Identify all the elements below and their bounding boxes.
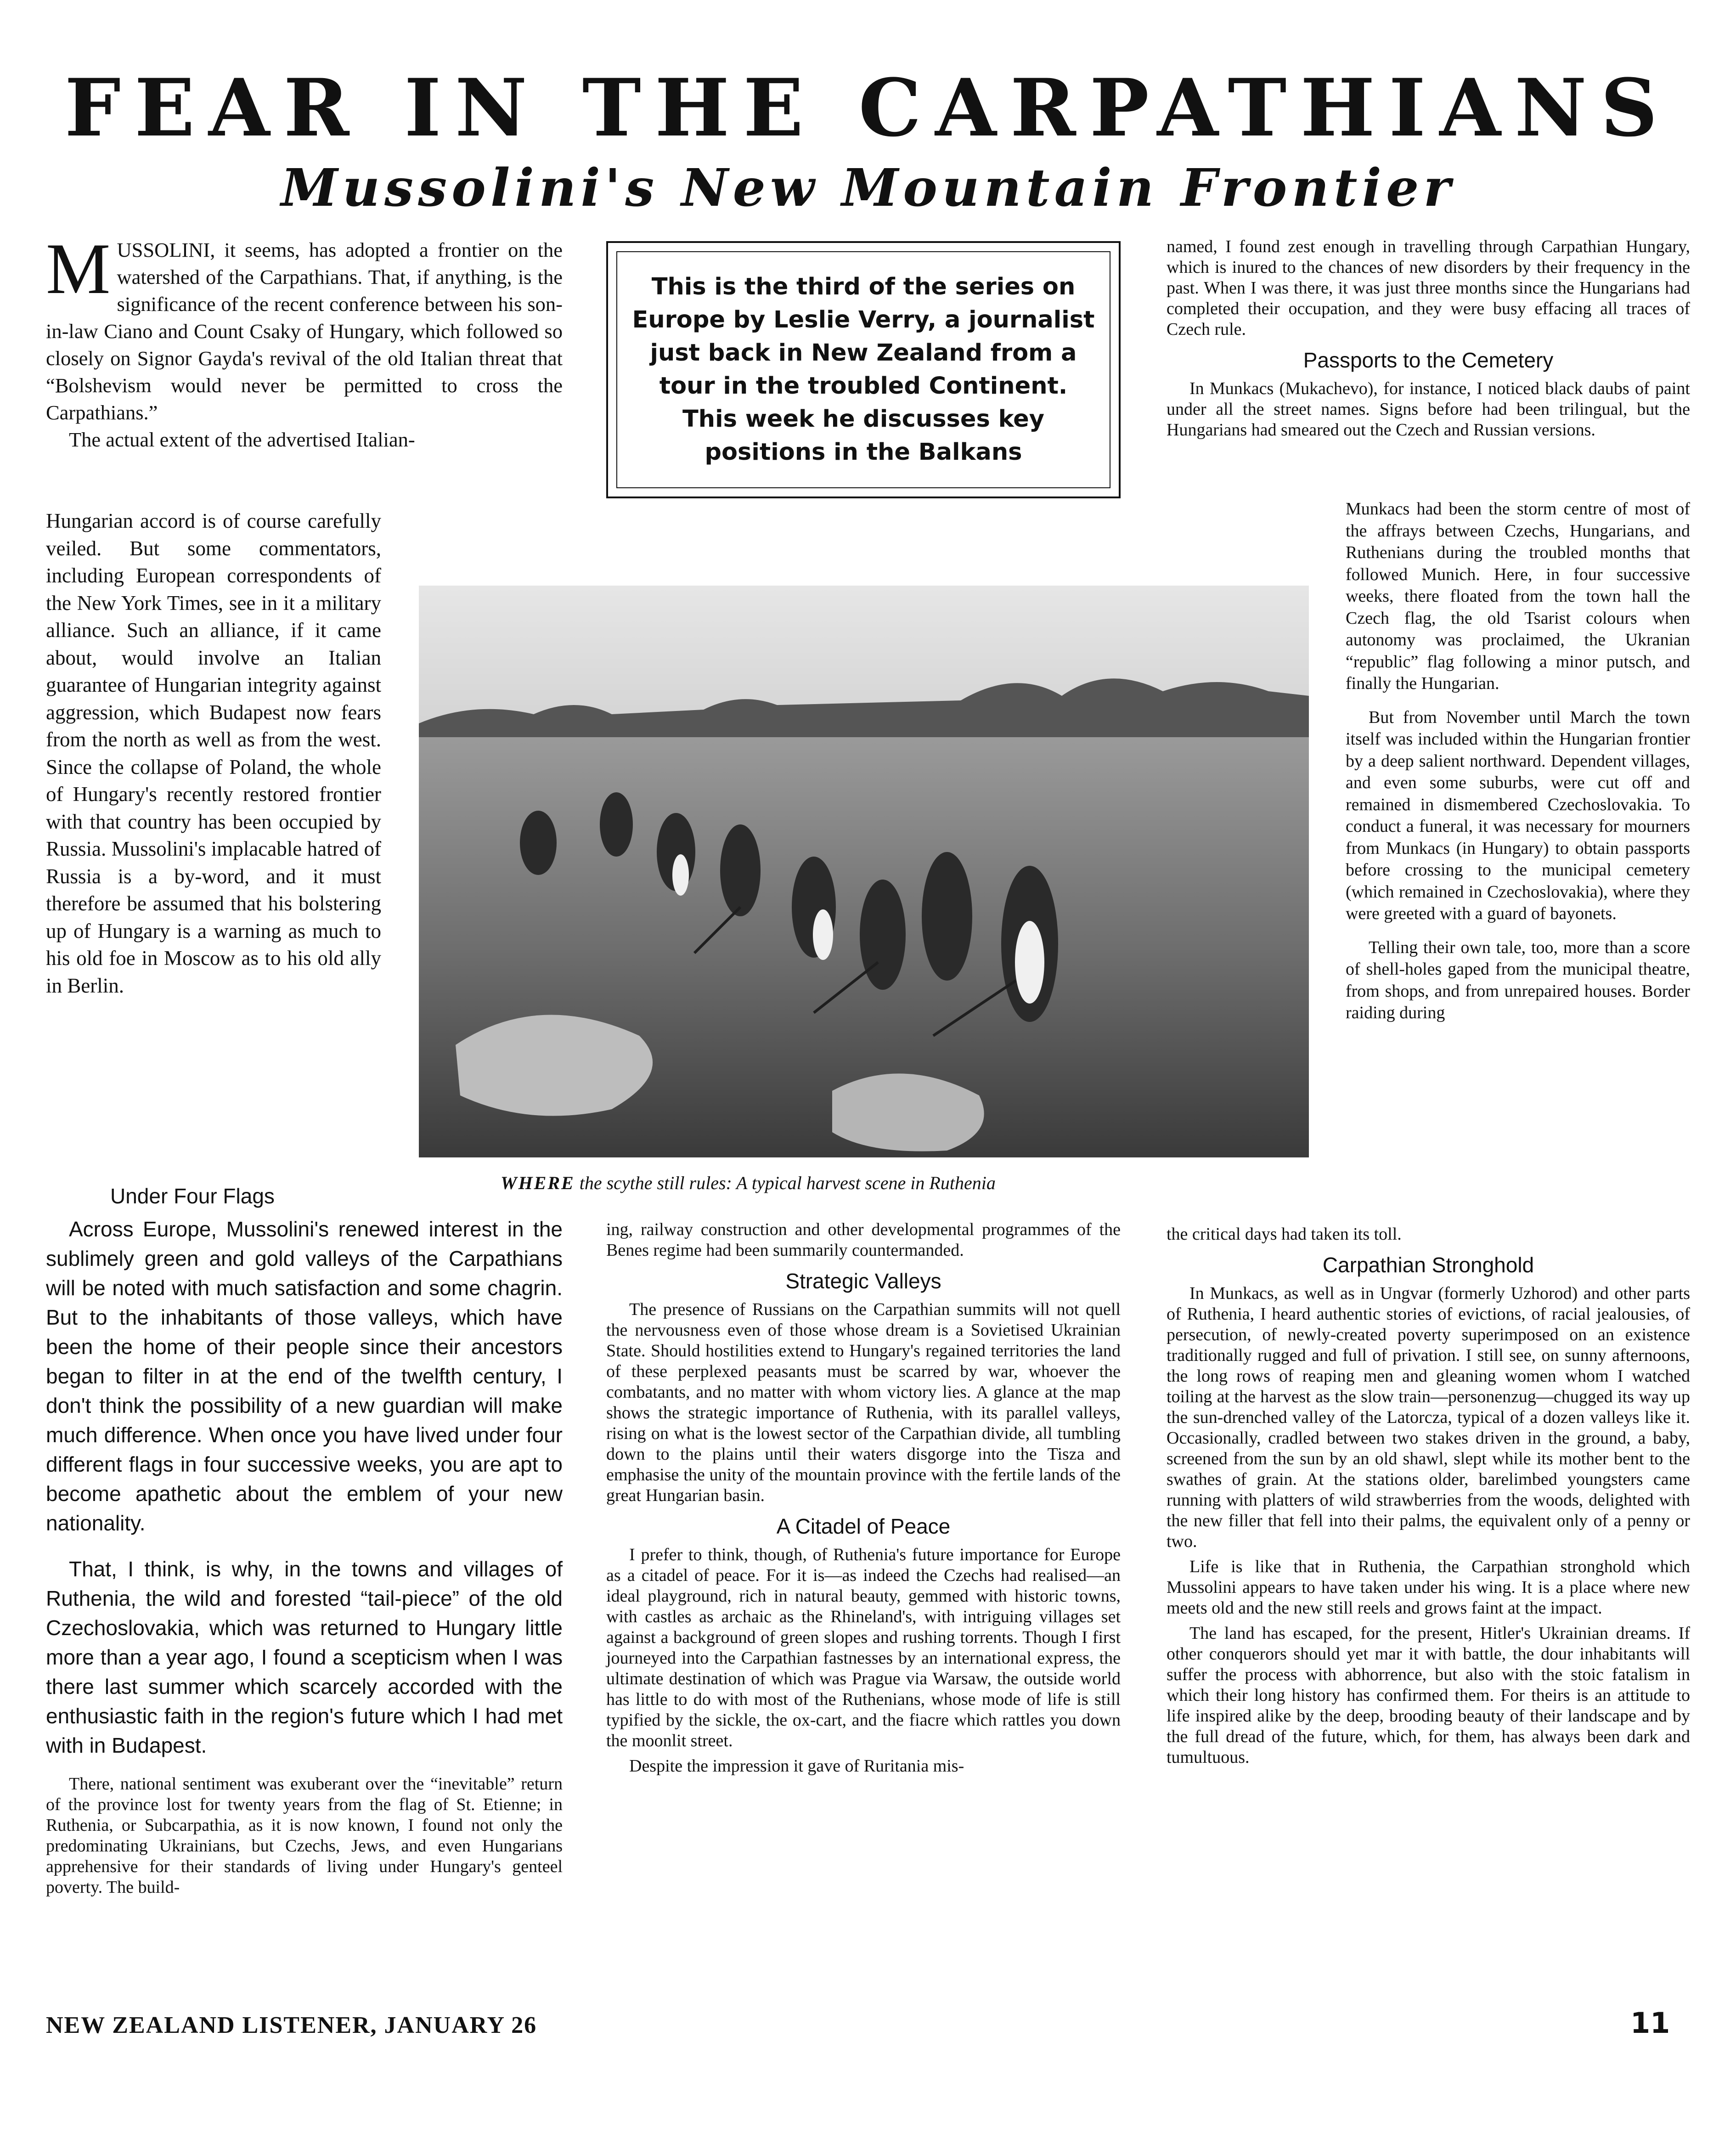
photo-caption xyxy=(501,1172,1327,1194)
paragraph xyxy=(46,229,563,426)
paragraph-text: USSOLINI, it seems, has adopted a frontier on the watershed of the Carpathians. That, if anything, is the significance of the recent conference between his son-in-law Ciano and Count Csaky of Hungary, which followed so closely on Signor Gayda's revival of the old Italian threat that “Bolshevism would never be permitted to cross the Carpathians.” xyxy=(46,238,563,424)
column-3-top xyxy=(1167,237,1690,440)
harvest-scene-image xyxy=(419,586,1309,1157)
page-number: 11 xyxy=(1630,2006,1670,2040)
paragraph-text: In Munkacs (Mukachevo), for instance, I noticed black daubs of paint under all the street names. Signs before had been trilingual, but the Hungarians had smeared out the Czech and Russian versions. xyxy=(1167,379,1690,440)
paragraph-text: The presence of Russians on the Carpathian summits will not quell the nervousness even of those whose dream is a Sovietised Ukrainian State. Should hostilities extend to Hungary's regained territories the land of these perplexed peasants must be scarred by war, whoever the combatants, and no matter with whom victory lies. A glance at the map shows the strategic importance of Ruthenia, with its parallel valleys, rising on what is the lowest sector of the Carpathian divide, all tumbling down to the plains until their waters disgorge into the Tisza and emphasise the unity of the mountain province with the fertile lands of the great Hungarian basin. xyxy=(606,1300,1121,1505)
drop-cap: M xyxy=(46,229,111,309)
paragraph-text: named, I found zest enough in travelling through Carpathian Hungary, which is inured to the chances of new disorders by their frequency in the past. When I was there, it was just three months since the Hungarians had completed their occupation, and they were busy effacing all traces of Czech rule. xyxy=(1167,237,1690,339)
paragraph-text: But from November until March the town itself was included within the Hungarian frontier by a deep salient northward. Dependent villages, and even some suburbs, were cut off and remained in dismembered Czechoslovakia. To conduct a funeral, it was necessary for mourners from Munkacs (in Hungary) to obtain passports before crossing to the municipal cemetery (which remained in Czechoslovakia), where they were greeted with a guard of bayonets. xyxy=(1346,707,1690,923)
intro-box xyxy=(606,241,1121,498)
paragraph-text: Munkacs had been the storm centre of most of the affrays between Czechs, Hungarians, and Ruthenians during the troubled months that followed Munich. Here, in four successive weeks, there floated from the town hall the Czech flag, the old Tsarist colours when autonomy was proclaimed, the Ukranian “republic” flag following a minor putsch, and finally the Hungarian. xyxy=(1346,499,1690,693)
paragraph-text: Life is like that in Ruthenia, the Carpathian stronghold which Mussolini appears to have taken under his wing. It is a place where new meets old and the new still reels and grows faint at the impact. xyxy=(1167,1557,1690,1618)
section-heading: Under Four Flags xyxy=(110,1184,275,1208)
paragraph-text: Across Europe, Mussolini's renewed interest in the sublimely green and gold valleys of the Carpathians will be noted with much satisfaction and some chagrin. But to the inhabitants of those valleys, which have been the home of their people since their ancestors began to filter in at the end of the twelfth century, I don't think the possibility of a new guardian will make much difference. When once you have lived under four different flags in four successive weeks, you are apt to become apathetic about the emblem of your new nationality. xyxy=(46,1217,563,1535)
column-3-narrow xyxy=(1346,498,1690,1024)
section-heading: Strategic Valleys xyxy=(785,1269,941,1293)
harvest-photo xyxy=(419,586,1309,1157)
paragraph-text: The land has escaped, for the present, Hitler's Ukrainian dreams. If other conquerors should yet mar it with battle, the dour inhabitants will suffer the process with abhorrence, but also with the stoic fatalism in which their long history has confirmed them. For theirs is an attitude to life inspired alike by the deep, brooding beauty of their landscape and by the full dread of the future, which, for them, has always been dark and tumultuous. xyxy=(1167,1624,1690,1767)
column-1-bottom xyxy=(46,1176,563,1898)
caption-text: the scythe still rules: A typical harvest scene in Ruthenia xyxy=(579,1173,996,1193)
paragraph-text: In Munkacs, as well as in Ungvar (formerly Uzhorod) and other parts of Ruthenia, I heard authentic stories of evictions, of racial jealousies, of persecution, of newly-created poverty superimposed on an existence traditionally rugged and full of privation. I still see, on sunny afternoons, the long rows of reaping men and gleaning women whom I watched toiling at the harvest as the slow train—personenzug—chugged its way up the sun-drenched valley of the Latorcza, typical of a dozen valleys like it. Occasionally, cradled between two stakes driven in the ground, a baby, screened from the sun by an old shawl, slept while its mother bent to the swathes of grain. At the stations older, barelimbed youngsters came running with platters of wild strawberries from the woods, delighted with the new filler that fell into their palms, the equivalent only of a penny or two. xyxy=(1167,1284,1690,1551)
column-1-top xyxy=(46,229,563,453)
paragraph-text: ing, railway construction and other developmental programmes of the Benes regime had been summarily countermanded. xyxy=(606,1220,1121,1260)
intro-box-inner xyxy=(616,251,1110,488)
column-2 xyxy=(606,1219,1121,1777)
section-heading: A Citadel of Peace xyxy=(776,1514,951,1538)
paragraph-text: There, national sentiment was exuberant over the “inevitable” return of the province lost for twenty years from the flag of St. Etienne; in Ruthenia, or Subcarpathia, as it is now known, I found not only the predominating Ukrainians, but Czechs, Jews, and even Hungarians apprehensive for their standards of living under Hungary's genteel poverty. The build- xyxy=(46,1774,563,1897)
publication-footer: NEW ZEALAND LISTENER, JANUARY 26 xyxy=(46,2012,537,2038)
paragraph-text: I prefer to think, though, of Ruthenia's future importance for Europe as a citadel of peace. For it is—as indeed the Czechs had realised—an ideal playground, rich in natural beauty, gemmed with historic towns, with castles as archaic as the Rhineland's, with intriguing villages set against a background of green slopes and rushing torrents. Though I first journeyed into the Carpathian fastnesses by an international express, the ultimate destination of which was Prague via Warsaw, the outside world has little to do with most of the Ruthenians, whose mode of life is still typified by the sickle, the ox-cart, and the fiacre which rattles you down the moonlit street. xyxy=(606,1545,1121,1750)
section-heading: Passports to the Cemetery xyxy=(1303,348,1554,372)
section-heading: Carpathian Stronghold xyxy=(1322,1253,1534,1277)
headline-title: FEAR IN THE CARPATHIANS xyxy=(64,61,1672,154)
headline-subtitle: Mussolini's New Mountain Frontier xyxy=(281,158,1455,218)
paragraph-text: Despite the impression it gave of Ruritania mis- xyxy=(629,1756,964,1776)
paragraph-text: Hungarian accord is of course carefully veiled. But some commentators, including European correspondents of the New York Times, see in it a military alliance. Such an alliance, if it came about, would involve an Italian guarantee of Hungarian integrity against aggression, which Budapest now fears from the north as well as from the west. Since the collapse of Poland, the whole of Hungary's recently restored frontier with that country has been occupied by Russia. Mussolini's implacable hatred of Russia is a by-word, and it must therefore be assumed that his bolstering up of Hungary is a warning as much to his old foe in Moscow as to his old ally in Berlin. xyxy=(46,509,381,997)
paragraph-text: That, I think, is why, in the towns and villages of Ruthenia, the wild and forested “tail-piece” of the old Czechoslovakia, which was returned to Hungary little more than a year ago, I found a scepticism when I was there last summer which scarcely accorded with the enthusiastic faith in the region's future which I had met with in Budapest. xyxy=(46,1557,563,1757)
intro-text: This is the third of the series on Europe by Leslie Verry, a journalist just back in New Zealand from a tour in the troubled Continent. This week he discusses key positions in the Balkans xyxy=(632,273,1095,466)
paragraph-text: the critical days had taken its toll. xyxy=(1167,1224,1402,1244)
column-3-bottom xyxy=(1167,1224,1690,1768)
paragraph-text: Telling their own tale, too, more than a score of shell-holes gaped from the municipal theatre, from shops, and from unrepaired houses. Border raiding during xyxy=(1346,937,1690,1022)
column-1-narrow xyxy=(46,508,381,999)
caption-lead: WHERE xyxy=(501,1173,575,1193)
paragraph-lead-line: The actual extent of the advertised Italian- xyxy=(69,428,415,451)
